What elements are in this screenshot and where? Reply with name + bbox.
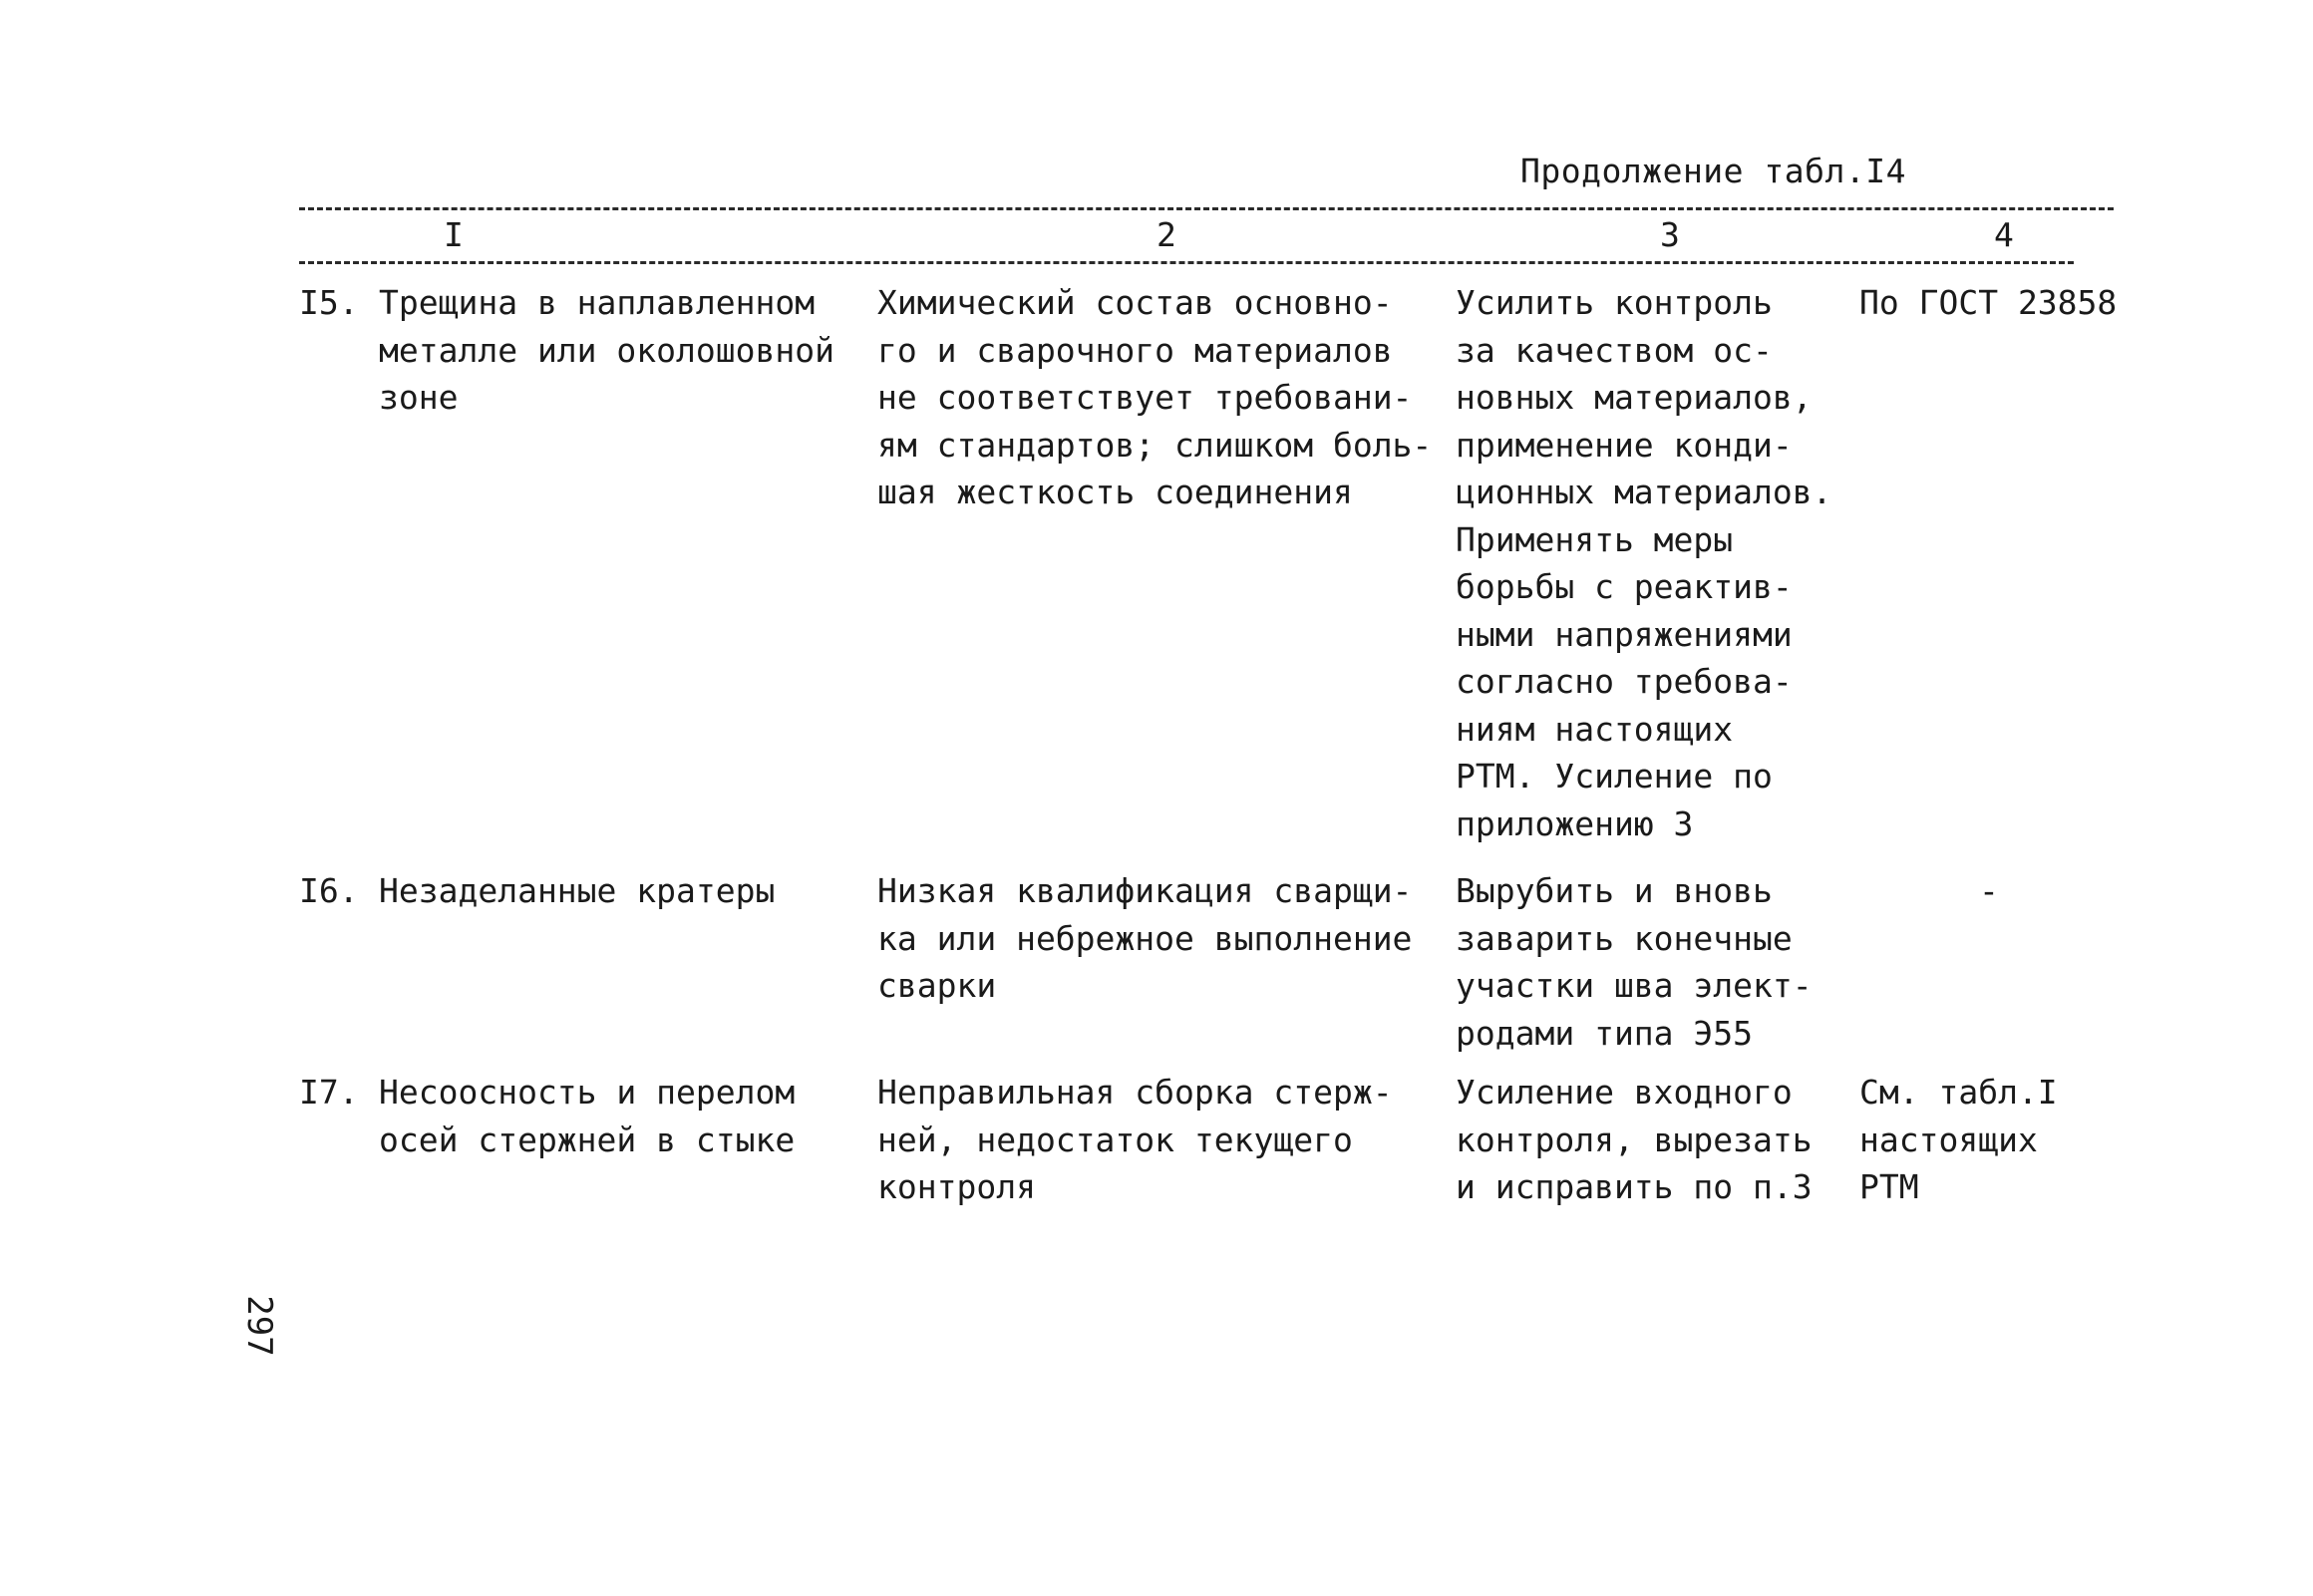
table-header-rule <box>299 261 2074 264</box>
table-top-rule <box>299 207 2114 210</box>
row-number: I5. <box>299 283 359 322</box>
cause-cell: Неправильная сборка стерж- ней, недостаток текущего контроля <box>877 1073 1393 1206</box>
page-number: 297 <box>239 1295 279 1357</box>
column-number-2: 2 <box>1156 215 1176 254</box>
table-continuation-caption: Продолжение табл.I4 <box>1520 152 1906 190</box>
defect-cell: Трещина в наплавленном металле или околошовной зоне <box>379 283 834 417</box>
remedy-cell: Усиление входного контроля, вырезать и исправить по п.3 <box>1456 1073 1813 1206</box>
row-number: I7. <box>299 1073 359 1112</box>
reference-cell: См. табл.I настоящих РТМ <box>1859 1073 2058 1206</box>
reference-cell: - <box>1979 871 1999 910</box>
remedy-cell: Усилить контроль за качеством ос- новных материалов, применение конди- ционных материалов. Применять меры борьбы с реактив- ными напряжениями согласно требова- ниям настоящих РТМ. Усиление по приложению 3 <box>1456 283 1832 843</box>
defect-cell: Несоосность и перелом осей стержней в стыке <box>379 1073 796 1159</box>
row-number: I6. <box>299 871 359 910</box>
cause-cell: Химический состав основно- го и сварочного материалов не соответствует требовани- ям стандартов; слишком боль- шая жесткость соединения <box>877 283 1433 511</box>
reference-cell: По ГОСТ 23858 <box>1859 283 2118 322</box>
cause-cell: Низкая квалификация сварщи- ка или небрежное выполнение сварки <box>877 871 1413 1005</box>
column-number-1: I <box>444 215 464 254</box>
column-number-3: 3 <box>1660 215 1680 254</box>
defect-cell: Незаделанные кратеры <box>379 871 776 910</box>
remedy-cell: Вырубить и вновь заварить конечные участки шва элект- родами типа Э55 <box>1456 871 1813 1053</box>
column-number-4: 4 <box>1994 215 2014 254</box>
